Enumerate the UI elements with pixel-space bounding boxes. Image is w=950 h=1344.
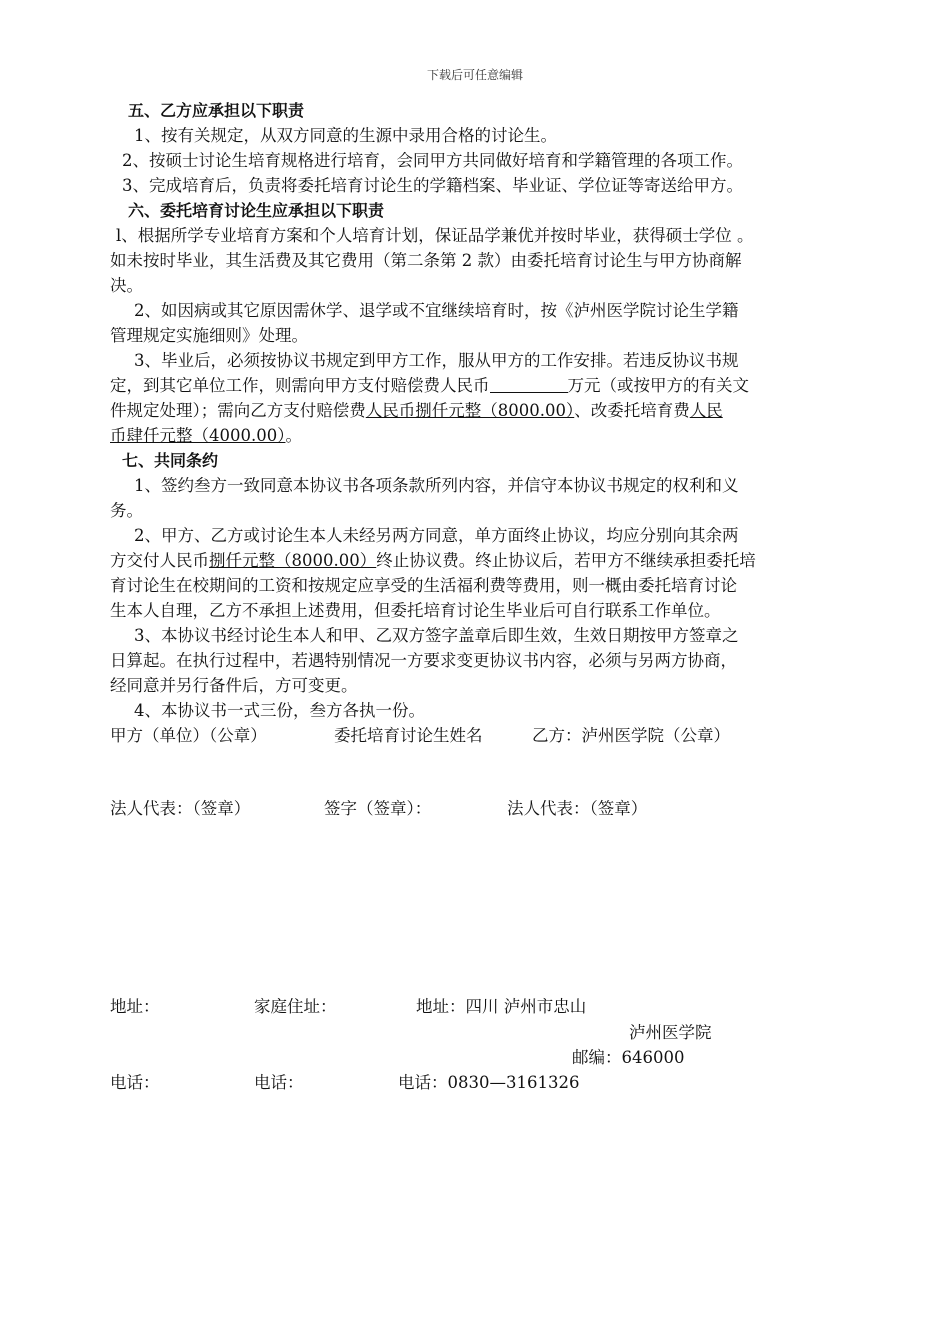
training-fee-part2: 币肆仟元整（4000.00） xyxy=(110,426,286,445)
party-b-address-line2: 泸州医学院 xyxy=(629,1023,712,1042)
section7-item2-line2-text-a: 方交付人民币 xyxy=(110,551,209,570)
section5-item3: 3、完成培育后，负责将委托培育讨论生的学籍档案、毕业证、学位证等寄送给甲方。 xyxy=(122,176,743,195)
section6-item3-line2-text-b: 万元（或按甲方的有关文 xyxy=(567,376,749,395)
section6-item1-line3: 决。 xyxy=(110,276,143,295)
section6-item3-line4 xyxy=(110,424,302,448)
legal-rep-b-label: 法人代表：（签章） xyxy=(507,799,648,818)
section7-item4: 4、本协议书一式三份，叁方各执一份。 xyxy=(134,701,425,720)
party-b-address-line1: 地址：四川 泸州市忠山 xyxy=(416,997,587,1016)
header-note: 下载后可任意编辑 xyxy=(426,68,523,82)
student-home-address-label: 家庭住址： xyxy=(254,997,337,1016)
section6-item3-line3-text-a: 件规定处理）；需向乙方支付赔偿费 xyxy=(110,401,366,420)
section5-item2: 2、按硕士讨论生培育规格进行培育，会同甲方共同做好培育和学籍管理的各项工作。 xyxy=(122,151,743,170)
party-b-phone: 电话：0830—3161326 xyxy=(398,1073,580,1092)
section7-item1-line1: 1、签约叁方一致同意本协议书各项条款所列内容，并信守本协议书规定的权利和义 xyxy=(134,476,739,495)
section6-item1-line1: l、根据所学专业培育方案和个人培育计划，保证品学兼优并按时毕业，获得硕士学位 。 xyxy=(116,226,754,245)
training-fee-part1: 人民 xyxy=(689,401,723,420)
section7-item2-line2 xyxy=(110,549,756,573)
party-b-seal-label: 乙方：泸州医学院（公章） xyxy=(532,726,730,745)
section6-item3-line3 xyxy=(110,399,723,423)
compensation-amount: 人民币捌仟元整（8000.00） xyxy=(365,401,575,420)
legal-rep-a-label: 法人代表：（签章） xyxy=(110,799,251,818)
section7-item2-line4: 生本人自理，乙方不承担上述费用，但委托培育讨论生毕业后可自行联系工作单位。 xyxy=(110,601,721,620)
section7-item2-line3: 育讨论生在校期间的工资和按规定应享受的生活福利费等费用，则一概由委托培育讨论 xyxy=(110,576,737,595)
section5-title: 五、乙方应承担以下职责 xyxy=(128,101,305,120)
party-a-phone-label: 电话： xyxy=(110,1073,160,1092)
section5-item1: 1、按有关规定，从双方同意的生源中录用合格的讨论生。 xyxy=(134,126,557,145)
section7-title: 七、共同条约 xyxy=(122,451,219,470)
student-phone-label: 电话： xyxy=(254,1073,304,1092)
section7-item2-line2-text-b: 终止协议费。终止协议后，若甲方不继续承担委托培 xyxy=(376,551,756,570)
section6-item1-line2: 如未按时毕业，其生活费及其它费用（第二条第 2 款）由委托培育讨论生与甲方协商解 xyxy=(110,251,742,270)
section6-item2-line1: 2、如因病或其它原因需休学、退学或不宜继续培育时，按《泸州医学院讨论生学籍 xyxy=(134,301,739,320)
section6-item3-line3-text-b: 、改委托培育费 xyxy=(574,401,690,420)
section7-item3-line1: 3、本协议书经讨论生本人和甲、乙双方签字盖章后即生效，生效日期按甲方签章之 xyxy=(134,626,739,645)
section6-item3-line2-text-a: 定，到其它单位工作，则需向甲方支付赔偿费人民币 xyxy=(110,376,490,395)
section7-item3-line3: 经同意并另行备件后，方可变更。 xyxy=(110,676,358,695)
party-a-seal-label: 甲方（单位）（公章） xyxy=(110,726,267,745)
student-sign-label: 签字（签章）： xyxy=(324,799,432,818)
section6-item3-line4-end: 。 xyxy=(285,426,302,445)
fill-in-blank xyxy=(490,376,568,393)
student-name-label: 委托培育讨论生姓名 xyxy=(334,726,483,745)
party-b-postcode: 邮编：646000 xyxy=(572,1048,685,1067)
section7-item3-line2: 日算起。在执行过程中，若遇特别情况一方要求变更协议书内容，必须与另两方协商， xyxy=(110,651,737,670)
section6-title: 六、委托培育讨论生应承担以下职责 xyxy=(128,201,385,220)
party-a-address-label: 地址： xyxy=(110,997,160,1016)
section6-item3-line2 xyxy=(110,374,749,398)
section6-item2-line2: 管理规定实施细则》处理。 xyxy=(110,326,308,345)
section7-item1-line2: 务。 xyxy=(110,501,143,520)
section6-item3-line1: 3、毕业后，必须按协议书规定到甲方工作，服从甲方的工作安排。若违反协议书规 xyxy=(134,351,739,370)
termination-fee: 捌仟元整（8000.00） xyxy=(209,551,377,570)
section7-item2-line1: 2、甲方、乙方或讨论生本人未经另两方同意，单方面终止协议，均应分别向其余两 xyxy=(134,526,739,545)
